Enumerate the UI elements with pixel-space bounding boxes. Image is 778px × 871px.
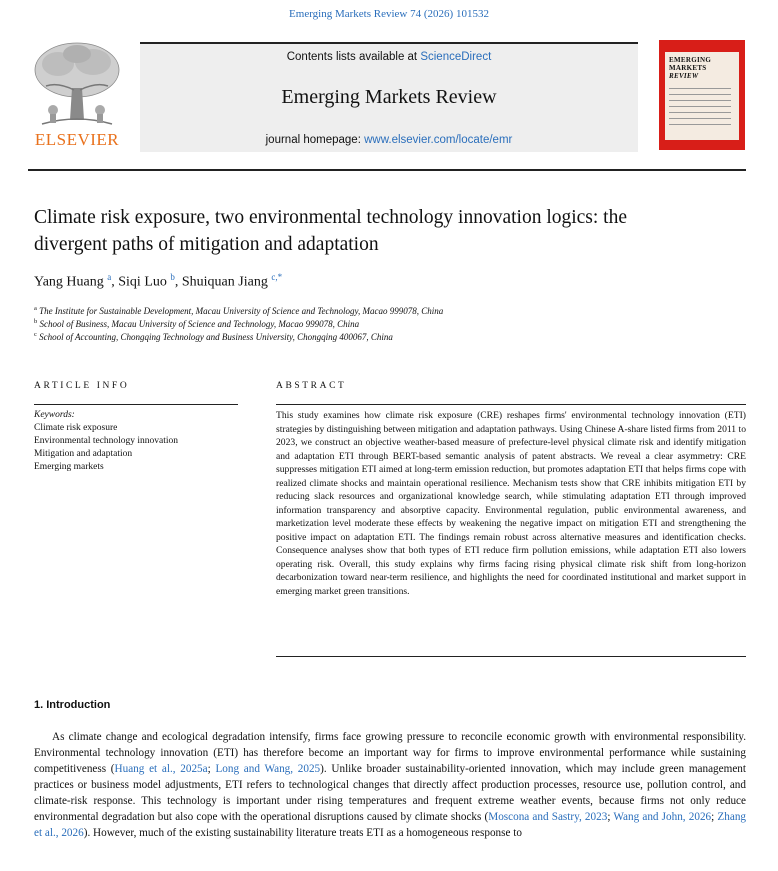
- contents-prefix: Contents lists available at: [286, 51, 421, 63]
- journal-cover[interactable]: [659, 40, 745, 150]
- affiliation-text: School of Business, Macau University of Science and Technology, Macao 999078, China: [39, 319, 360, 329]
- cover-rule: [669, 94, 731, 95]
- affiliation-text: School of Accounting, Chongqing Technology and Business University, Chongqing 400067, China: [39, 332, 393, 342]
- author-affiliation-sup[interactable]: a: [107, 272, 112, 282]
- keyword-item: Environmental technology innovation: [34, 436, 179, 446]
- intro-text-segment: ). Unlike broader sustainability-oriented innovation, which may include green management practices or business model adjustments, ETI refers to technological changes that directly affect production processes, resource use, pollution control, and climate-risk response. This technology is important under rising temperatures and frequent extreme weather events, because firms not only reduce environmental degradation but also cope with the operational disruptions caused by climate shocks (: [34, 763, 746, 823]
- homepage-prefix: journal homepage:: [265, 134, 365, 146]
- introduction-paragraph: [34, 729, 746, 841]
- keyword-item: Emerging markets: [34, 462, 104, 472]
- contents-line: [140, 51, 638, 63]
- author-affiliation-sup[interactable]: b: [170, 272, 175, 282]
- author-name[interactable]: Shuiquan Jiang: [181, 274, 268, 290]
- affiliation-marker: c: [34, 331, 37, 338]
- affiliation-a: [34, 305, 443, 316]
- affiliation-b: [34, 318, 359, 329]
- affiliation-marker: b: [34, 318, 38, 325]
- affiliation-c: [34, 331, 393, 342]
- author-list: Yang Huang $^a$, Siqi Luo $^b$, Shuiquan Jiang $^{c,*}$: [34, 272, 283, 290]
- keywords-block: [34, 409, 178, 474]
- publisher-wordmark: ELSEVIER: [34, 130, 120, 149]
- affiliation-text: The Institute for Sustainable Development, Macau University of Science and Technology, Macao 999078, China: [39, 306, 444, 316]
- intro-text-segment: ;: [207, 763, 216, 775]
- intro-text-segment: ). However, much of the existing sustainability literature treats ETI as a homogeneous response to: [83, 827, 522, 839]
- article-info-rule: [34, 404, 238, 405]
- cover-rule: [669, 106, 731, 107]
- journal-reference-link[interactable]: Emerging Markets Review 74 (2026) 101532: [289, 8, 489, 20]
- cover-title-line-1: EMERGING: [669, 56, 712, 64]
- sciencedirect-link[interactable]: ScienceDirect: [420, 51, 492, 63]
- author-affiliation-sup[interactable]: c,*: [271, 272, 283, 282]
- journal-cover-panel: [665, 52, 739, 140]
- journal-title: Emerging Markets Review: [281, 86, 497, 108]
- author-name[interactable]: Siqi Luo: [118, 274, 167, 290]
- cover-title-line-3: REVIEW: [669, 72, 699, 80]
- citation-link[interactable]: Huang et al., 2025a: [114, 763, 208, 775]
- elsevier-logo: [28, 38, 126, 154]
- abstract-heading: ABSTRACT: [276, 381, 347, 391]
- keywords-label: Keywords:: [34, 410, 75, 420]
- author-name[interactable]: Yang Huang: [34, 274, 104, 290]
- cover-title-line-2: MARKETS: [669, 64, 707, 72]
- cover-rule: [669, 124, 731, 125]
- article-info-heading: ARTICLE INFO: [34, 381, 130, 391]
- keyword-item: Climate risk exposure: [34, 423, 118, 433]
- cover-rule: [669, 100, 731, 101]
- homepage-line: [140, 134, 638, 146]
- cover-rule: [669, 88, 731, 89]
- abstract-rule-bottom: [276, 656, 746, 657]
- abstract-text: This study examines how climate risk exposure (CRE) reshapes firms' environmental technology innovation (ETI) strategies by distinguishing between mitigation and adaptation pathways. Using Chinese A-share listed firms from 2011 to 2023, we construct an objective weather-based measure of prefecture-level physical climate risk and identify mitigation and adaptation ETI through BERT-based semantic analysis of patent abstracts. We reveal a clear asymmetry: CRE suppresses mitigation ETI aimed at long-term emission reduction, but promotes adaptation ETI that helps firms cope with realized climate shocks and maintain operational resilience. Mechanism tests show that CRE inhibits mitigation ETI by reducing slack resources and organizational knowledge search, while stimulating adaptation ETI through improved information transparency and absorptive capacity. Environmental regulation, public environmental awareness, and marketization level moderate these effects by weakening the negative impact on mitigation ETI and strengthening the positive impact on adaptation ETI. The findings remain robust across alternative measures and identification checks. Consequence analyses show that both types of ETI reduce firm pollution emissions, while adaptation ETI also lowers operating risk. Overall, this study explains why firms facing rising physical climate risk shift from long-horizon decarbonization toward near-term resilience, and highlights the need for coordinated institutional and market support in emerging market green transitions.: [276, 410, 746, 597]
- article-title: Climate risk exposure, two environmental technology innovation logics: the divergent paths of mitigation and adaptation: [34, 207, 628, 255]
- citation-link[interactable]: Wang and John, 2026: [613, 811, 712, 823]
- journal-header: [140, 42, 638, 152]
- citation-link[interactable]: Zhang et al., 2026: [34, 811, 747, 839]
- intro-text-segment: ;: [607, 811, 614, 823]
- introduction-heading: 1. Introduction: [34, 699, 111, 711]
- journal-cover-title: [669, 56, 711, 80]
- cover-rule: [669, 118, 731, 119]
- journal-reference[interactable]: [0, 8, 778, 20]
- intro-text-segment: ;: [711, 811, 718, 823]
- intro-text-segment: As climate change and ecological degradation intensify, firms face growing pressure to reconcile economic growth with environmental responsibility. Environmental technology innovation (ETI) has therefore become an important way for firms to improve environmental performance while sustaining competitiveness (: [34, 731, 746, 775]
- citation-link[interactable]: Long and Wang, 2025: [215, 763, 321, 775]
- citation-link[interactable]: Moscona and Sastry, 2023: [488, 811, 608, 823]
- homepage-link[interactable]: www.elsevier.com/locate/emr: [364, 134, 513, 146]
- keyword-item: Mitigation and adaptation: [34, 449, 133, 459]
- header-divider: [28, 169, 746, 171]
- affiliation-marker: a: [34, 305, 37, 312]
- cover-rule: [669, 112, 731, 113]
- abstract-rule-top: [276, 404, 746, 405]
